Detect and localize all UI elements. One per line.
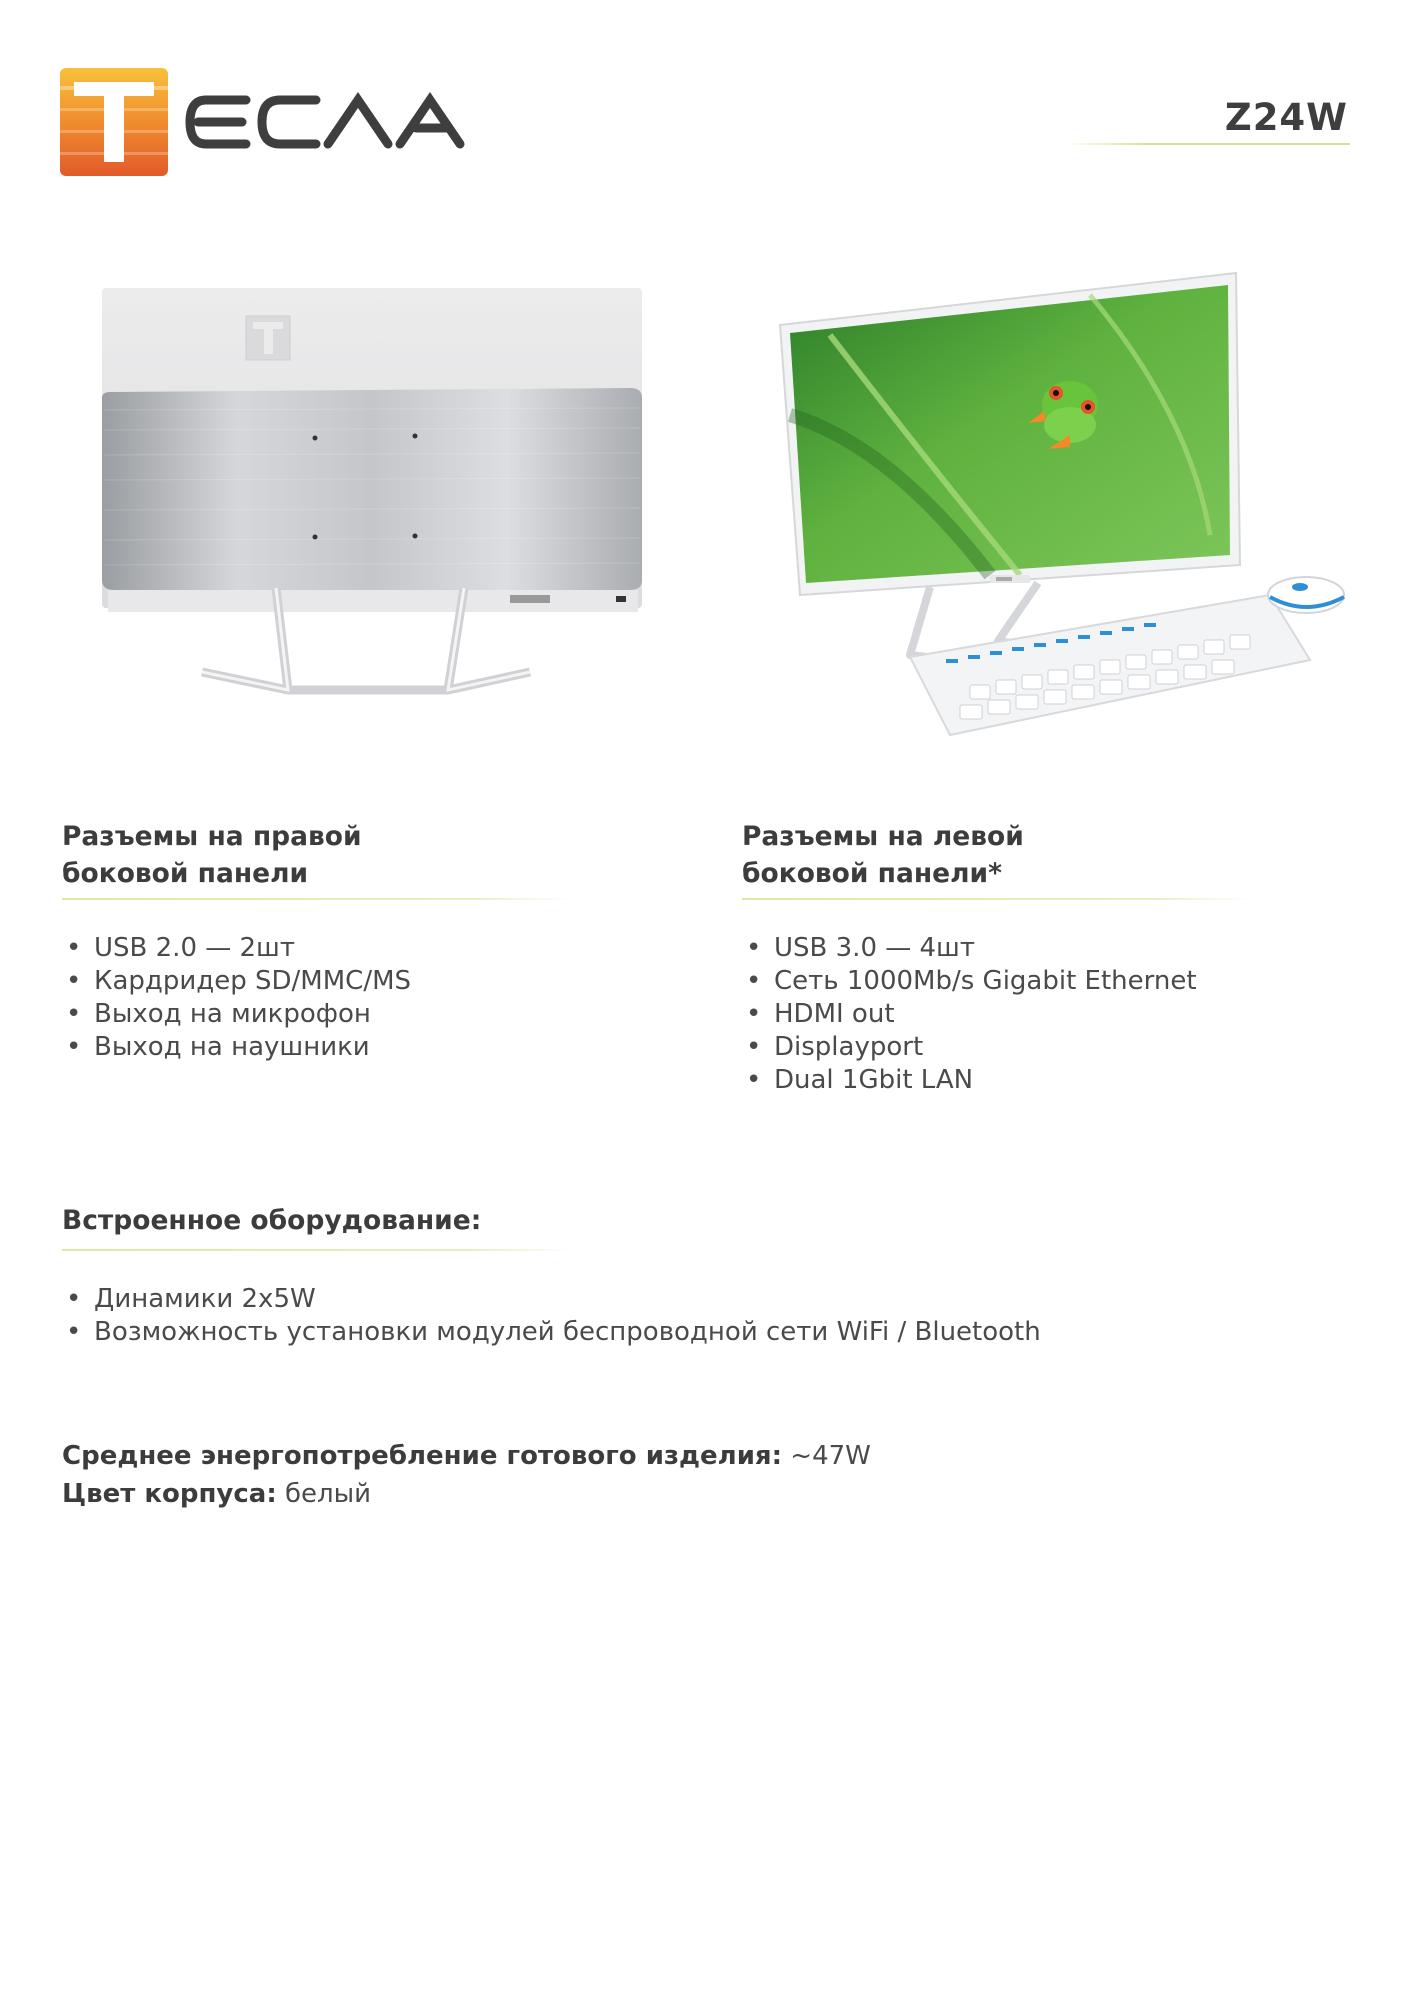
builtin-title: Встроенное оборудование: — [62, 1205, 482, 1236]
brand-logo-mark — [60, 68, 168, 176]
color-label: Цвет корпуса: — [62, 1479, 277, 1509]
power-label: Среднее энергопотребление готового изделия: — [62, 1441, 783, 1471]
power-value: ~47W — [790, 1441, 871, 1471]
product-front-image — [770, 265, 1350, 800]
list-item: • Dual 1Gbit LAN — [742, 1064, 1197, 1097]
left-panel-section — [742, 818, 1262, 892]
product-rear-image — [90, 280, 650, 720]
list-item: • USB 2.0 — 2шт — [62, 932, 411, 965]
list-item: • Выход на наушники — [62, 1031, 411, 1064]
list-item: • Возможность установки модулей беспроводной сети WiFi / Bluetooth — [62, 1316, 1041, 1349]
model-underline — [1064, 143, 1350, 145]
builtin-list — [62, 1283, 1041, 1349]
list-item: • Динамики 2x5W — [62, 1283, 1041, 1316]
right-panel-list — [62, 932, 411, 1064]
list-item: • USB 3.0 — 4шт — [742, 932, 1197, 965]
list-item: • Displayport — [742, 1031, 1197, 1064]
color-value: белый — [284, 1479, 372, 1509]
brand-wordmark — [184, 92, 504, 152]
right-panel-title-line1: Разъемы на правой — [62, 821, 362, 852]
list-item: • Сеть 1000Mb/s Gigabit Ethernet — [742, 965, 1197, 998]
left-panel-title-line2: боковой панели* — [742, 858, 1002, 889]
left-panel-title-line1: Разъемы на левой — [742, 821, 1024, 852]
list-item: • HDMI out — [742, 998, 1197, 1031]
model-name: Z24W — [1224, 96, 1348, 139]
right-panel-section — [62, 818, 582, 892]
builtin-divider — [62, 1249, 572, 1251]
list-item: • Кардридер SD/MMC/MS — [62, 965, 411, 998]
list-item: • Выход на микрофон — [62, 998, 411, 1031]
right-panel-divider — [62, 898, 572, 900]
right-panel-title-line2: боковой панели — [62, 858, 309, 889]
power-spec — [62, 1438, 871, 1475]
left-panel-list — [742, 932, 1197, 1097]
left-panel-divider — [742, 898, 1252, 900]
color-spec — [62, 1476, 371, 1513]
